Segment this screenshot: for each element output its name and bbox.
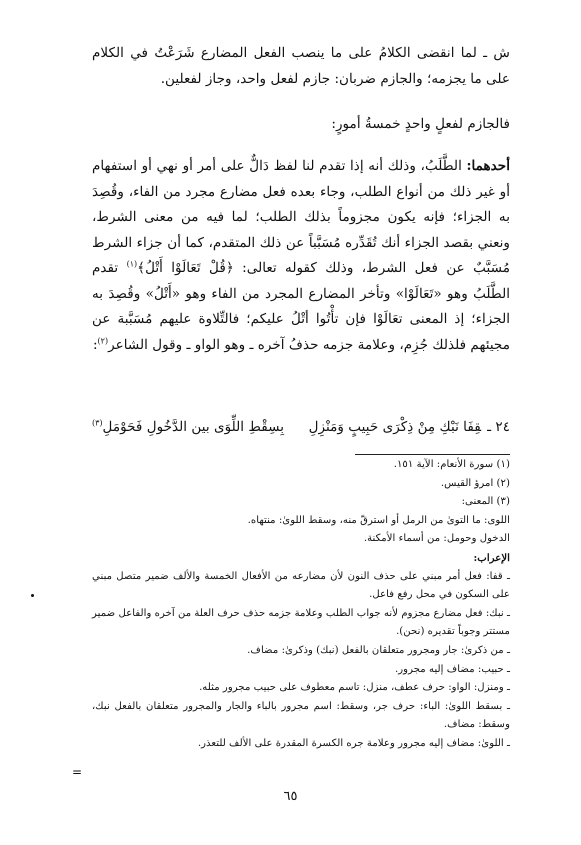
footnote-irab-heading: الإعراب: <box>473 551 510 564</box>
footnote-ref-1: (١) <box>126 259 138 269</box>
footnote-1: (١) سورة الأنعام: الآية ١٥١. <box>393 459 510 470</box>
footnote-irab-1: ـ قفا: فعل أمر مبني على حذف النون لأن مضارعه من الأفعال الخمسة والألف ضمير متصل مبني على السكون في محل رفع فاعل. <box>92 570 510 601</box>
footnote-ref-3: (٣) <box>91 418 103 428</box>
margin-dot <box>31 594 34 597</box>
verse-second-half-wrap <box>92 414 296 440</box>
footnote-meaning-2: الدخول وحومل: من أسماء الأمكنة. <box>363 533 510 545</box>
footnote-irab-4: ـ حبيب: مضاف إليه مجرور. <box>395 663 510 675</box>
footnote-meaning-1: اللوى: ما التوىٰ من الرمل أو استرقّ منه، وسقط اللوىٰ: منتهاه. <box>247 514 510 526</box>
footnote-irab-6: ـ بسقط اللوىٰ: الباء: حرف جر، وسقط: اسم مجرور بالباء والجار والمجرور متعلقان بالفعل نبك، وسقط: مضاف. <box>92 700 510 731</box>
verse-first-half: قِفَا نَبْكِ مِنْ ذِكْرَى حَبِيبٍ وَمَنْزِلِ <box>308 419 482 435</box>
paragraph-intro: ش ـ لما انقضى الكلامُ على ما ينصب الفعل المضارع شَرَعْتُ في الكلام على ما يجزمه؛ والجازم ضربان: جازم لفعل واحد، وجاز لفعلين. <box>92 45 510 87</box>
verse-second-half: بِسِقْطِ اللِّوَى بين الدَّخُولِ فَحَوْمَلِ <box>102 419 285 435</box>
footnote-irab-2: ـ نبك: فعل مضارع مجزوم لأنه جواب الطلب وعلامة جزمه حذف حرف العلة من آخره والفاعل ضمير مستتر وجوباً تقديره (نحن). <box>92 607 510 638</box>
verse-number: ٢٤ ـ <box>487 419 510 435</box>
footnotes-section <box>92 456 510 754</box>
first-item-text-part-3: : <box>92 336 98 353</box>
footnote-irab-5: ـ ومنزل: الواو: حرف عطف، منزل: تاسم معطوف على حبيب مجرور مثله. <box>199 682 510 694</box>
paragraph-first-item <box>92 154 510 358</box>
first-item-text-part-1: الطَّلَبُ، وذلك أنه إذا تقدم لنا لفظ دَالٌّ على أمر أو نهي أو استفهام أو غير ذلك من أنواع الطلب، وجاء بعده فعل مضارع مجرد من الفاء، وقُصِدَ به الجزاء؛ فإنه يكون مجزوماً بذلك الطلب؛ لما فيه من معنى الشرط، ونعني بقصد الجزاء أنك تُقَدِّره مُسَبَّباً عن ذلك المتقدم، كما أن جزاء الشرط مُسَبَّبٌ عن فعل الشرط، وذلك كقوله تعالى: ﴿قُلْ تَعَالَوْا أَتْلُ﴾ <box>92 158 510 276</box>
verse-first-half-wrap <box>296 414 510 440</box>
footnote-irab-7: ـ اللوىٰ: مضاف إليه مجرور وعلامة جره الكسرة المقدرة على الألف للتعذر. <box>197 737 510 749</box>
first-item-text-part-2: تقدم الطَّلَبُ وهو «تَعَالَوْا» وتأخر المضارع المجرد من الفاء وهو «أَتْلُ» وقُصِدَ به الجزاء؛ إذ المعنى تعَالَوْا فإن تأْتُوا أتْلُ عليكم؛ فالتِّلاوة عليهم مُسَبَّبة عن مجيئهم فلذلك جُزِم، وعلامة جزمه حذفُ آخره ـ وهو الواو ـ وقول الشاعر <box>92 260 510 353</box>
footnote-3: (٣) المعنى: <box>461 496 510 508</box>
footnote-ref-2: (٢) <box>97 335 109 345</box>
first-item-heading: أحدهما: <box>466 158 510 174</box>
poetry-verse <box>92 414 510 440</box>
footnote-irab-3: ـ من ذكرىٰ: جار ومجرور متعلقان بالفعل (نبك) وذكرىٰ: مضاف. <box>247 644 510 656</box>
footnote-divider <box>355 454 510 455</box>
continuation-mark: = <box>72 765 83 779</box>
footnote-2: (٢) امرؤ القيس. <box>440 477 510 489</box>
paragraph-jussive-count: فالجازم لفعلٍ واحدٍ خمسةُ أمورٍ: <box>331 116 510 132</box>
page-number: ٦٥ <box>283 789 298 804</box>
